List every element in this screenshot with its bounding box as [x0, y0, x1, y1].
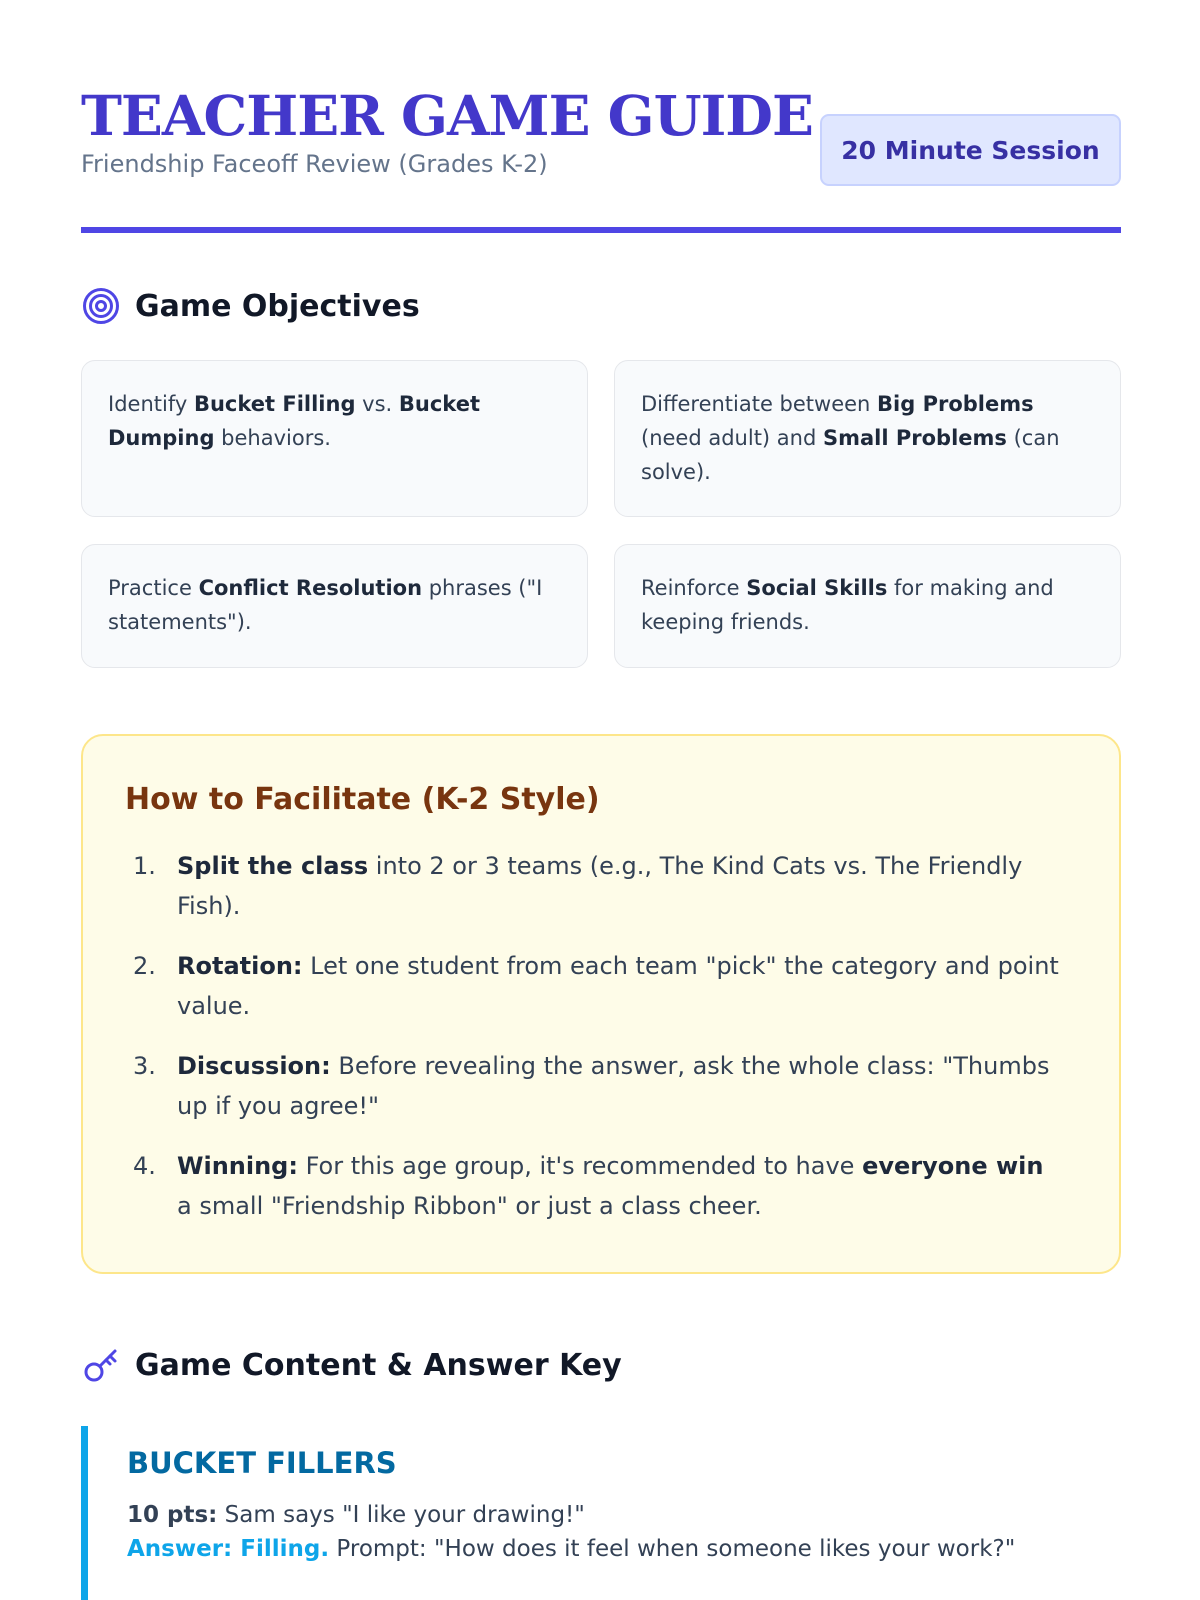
bucket-fillers-category	[81, 1426, 1121, 1600]
session-length-badge: 20 Minute Session	[820, 114, 1121, 186]
objective-card: Differentiate between Big Problems (need adult) and Small Problems (can solve).	[614, 360, 1121, 517]
category-title: BUCKET FILLERS	[127, 1446, 397, 1480]
facilitation-steps	[125, 846, 1060, 1246]
key-icon	[81, 1345, 121, 1385]
objectives-heading	[81, 286, 420, 326]
question-line: 10 pts: Sam says "I like your drawing!"	[127, 1502, 585, 1528]
list-item: 4. Winning: For this age group, it's recommended to have everyone win a small "Friendship Ribbon" or just a class cheer.	[133, 1152, 1044, 1220]
facilitation-title: How to Facilitate (K-2 Style)	[125, 782, 600, 817]
list-item: 2. Rotation: Let one student from each team "pick" the category and point value.	[133, 952, 1059, 1020]
page-title: TEACHER GAME GUIDE	[81, 83, 813, 148]
list-item: 3. Discussion: Before revealing the answer, ask the whole class: "Thumbs up if you agree!"	[133, 1052, 1050, 1120]
objective-card: Reinforce Social Skills for making and keeping friends.	[614, 544, 1121, 668]
answer-key-heading-text: Game Content & Answer Key	[135, 1347, 622, 1383]
objective-card: Practice Conflict Resolution phrases ("I statements").	[81, 544, 588, 668]
objectives-heading-text: Game Objectives	[135, 288, 420, 324]
objective-card: Identify Bucket Filling vs. Bucket Dumping behaviors.	[81, 360, 588, 517]
header-divider	[81, 227, 1121, 233]
target-icon	[81, 286, 121, 326]
guide-header	[81, 84, 1121, 234]
facilitation-box	[81, 734, 1121, 1274]
list-item: 1. Split the class into 2 or 3 teams (e.g., The Kind Cats vs. The Friendly Fish).	[133, 852, 1023, 920]
page-subtitle: Friendship Faceoff Review (Grades K-2)	[81, 150, 548, 178]
answer-line: Answer: Filling. Prompt: "How does it feel when someone likes your work?"	[127, 1536, 1016, 1562]
answer-key-heading	[81, 1345, 622, 1385]
